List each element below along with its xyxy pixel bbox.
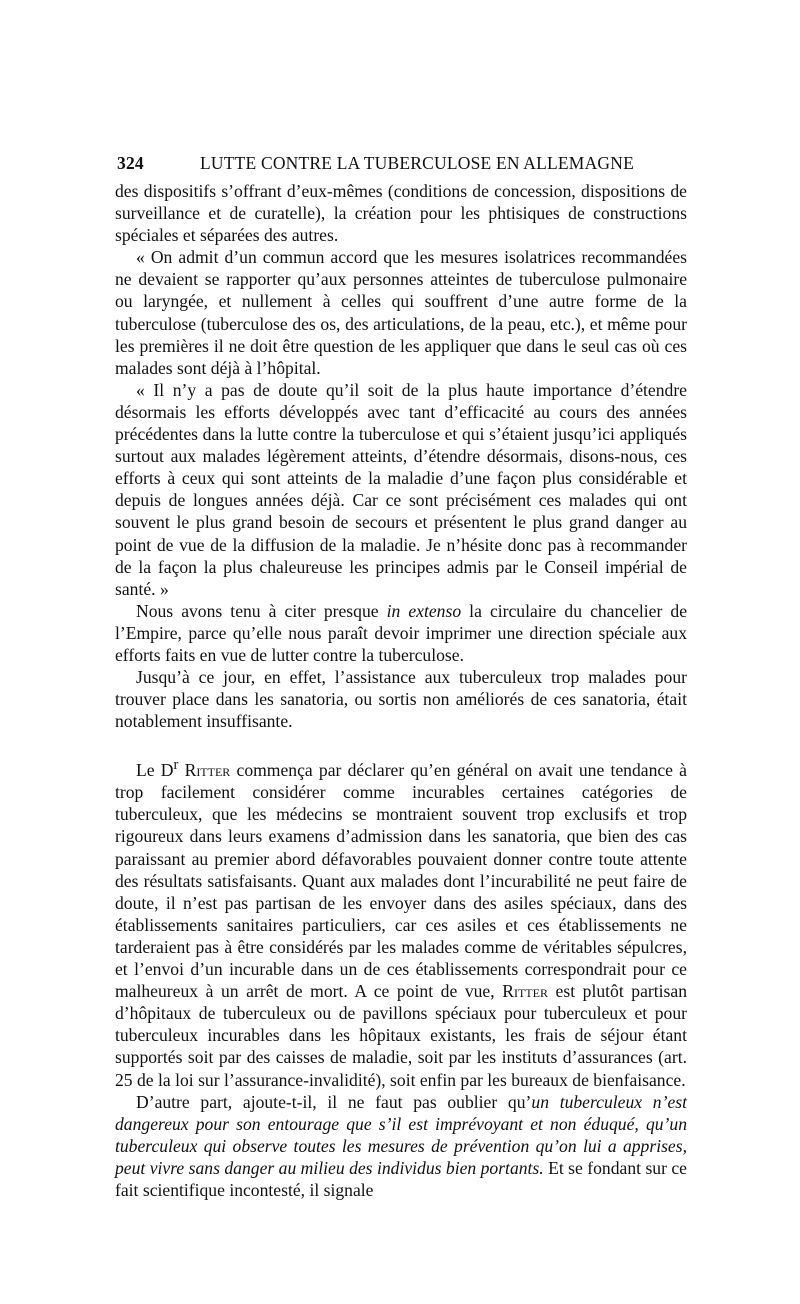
paragraph-6-sup: r (173, 757, 179, 774)
paragraph-6-text-b: est plutôt partisan d’hôpitaux de tuberculeux ou de pavillons spéciaux pour tuberculeux et pour tuberculeux incurables dans les hôpitaux existants, les frais de séjour étant supportés soit par des caisses de maladie, soit par les instituts d’assurances (art. 25 de la loi sur l’assurance-invalidité), soit enfin par les bureaux de bienfaisance. (115, 981, 687, 1090)
page-header (117, 153, 687, 179)
author-name-ritter: Ritter (184, 760, 231, 781)
paragraph-3: « Il n’y a pas de doute qu’il soit de la plus haute importance d’étendre désormais les efforts développés avec tant d’efficacité au cours des années précédentes dans la lutte contre la tuberculose et qui s’étaient jusqu’ici appliqués surtout aux malades légèrement atteints, d’étendre désormais, disons-nous, ces efforts à ceux qui sont atteints de la maladie d’une façon plus considérable et depuis de longues années déjà. Car ce sont précisément ces malades qui ont souvent le plus grand besoin de secours et présentent le plus grand danger au point de vue de la diffusion de la maladie. Je n’hésite donc pas à recommander de la façon la plus chaleureuse les principes admis par le Conseil impérial de santé. » (115, 379, 687, 599)
paragraph-7 (115, 1091, 687, 1201)
paragraph-2: « On admit d’un commun accord que les mesures isolatrices recommandées ne devaient se rapporter qu’aux personnes atteintes de tuberculose pulmonaire ou laryngée, et nullement à celles qui souffrent d’une autre forme de la tuberculose (tuberculose des os, des articulations, de la peau, etc.), et même pour les premières il ne doit être question de les appliquer que dans le seul cas où ces malades sont déjà à l’hôpital. (115, 247, 687, 378)
paragraph-4-text-a: Nous avons tenu à citer presque (136, 600, 387, 621)
paragraph-4-text-b: la circulaire du chancelier de l’Empire, parce qu’elle nous paraît devoir imprimer une direction spéciale aux efforts faits en vue de lutter contre la tuberculose. (115, 600, 688, 665)
paragraph-7-text-b: Et se fondant sur ce fait scientifique incontesté, il signale (115, 1157, 687, 1200)
paragraph-7-italic: un tuberculeux n’est dangereux pour son entourage que s’il est imprévoyant et non éduqué, qu’un tuberculeux qui observe toutes les mesures de prévention qu’on lui a apprises, peut vivre sans danger au milieu des individus bien portants. (115, 1091, 687, 1178)
paragraph-6 (115, 754, 687, 1090)
paragraph-5: Jusqu’à ce jour, en effet, l’assistance aux tuberculeux trop malades pour trouver place dans les sanatoria, ou sortis non améliorés de ces sanatoria, était notablement insuffisante. (115, 667, 687, 732)
author-name-ritter-2: Ritter (502, 981, 548, 1002)
paragraph-4-italic: in extenso (386, 600, 462, 621)
paragraph-4 (115, 600, 687, 666)
paragraph-6-text-a: commença par déclarer qu’en général on avait une tendance à trop facilement considérer comme incurables certaines catégories de tuberculeux, que les médecins se montraient souvent trop exclusifs et trop rigoureux dans leurs examens d’admission dans les sanatoria, que bien des cas paraissant au premier abord défavorables pouvaient donner contre toute attente des résultats satisfaisants. Quant aux malades dont l’incurabilité ne peut faire de doute, il n’est pas partisan de les envoyer dans des asiles spéciaux, dans des établissements sanitaires particuliers, car ces asiles et ces établissements ne tarderaient pas à être considérés par les malades comme de véritables sépulcres, et l’envoi d’un incurable dans un de ces établissements correspondrait pour ce malheureux à un arrêt de mort. A ce point de vue, (115, 760, 687, 1002)
running-title: LUTTE CONTRE LA TUBERCULOSE EN ALLEMAGNE (200, 153, 634, 173)
body-text (115, 180, 687, 1201)
paragraph-1: des dispositifs s’offrant d’eux-mêmes (conditions de concession, dispositions de surveillance et de curatelle), la création pour les phtisiques de constructions spéciales et séparées des autres. (115, 181, 687, 246)
paragraph-7-text-a: D’autre part, ajoute-t-il, il ne faut pas oublier qu’ (136, 1091, 532, 1112)
page-number: 324 (117, 153, 144, 173)
paragraph-6-le: Le D (136, 760, 174, 781)
